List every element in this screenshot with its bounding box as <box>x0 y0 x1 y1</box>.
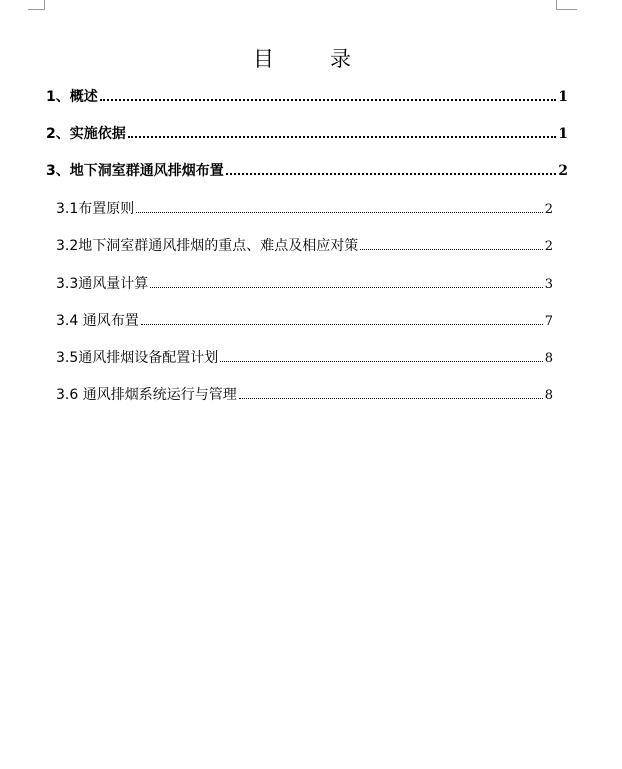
title-char-2: 录 <box>330 47 351 71</box>
dot-leader <box>141 323 543 325</box>
toc-entry-label: 3.1布置原则 <box>56 201 135 217</box>
toc-entry-3-2[interactable] <box>56 235 553 255</box>
toc-entry-page: 2 <box>558 163 568 179</box>
toc-entry-page: 3 <box>544 277 553 292</box>
toc-entry-page: 8 <box>544 388 553 403</box>
dot-leader <box>239 397 543 399</box>
dot-leader <box>136 211 542 213</box>
toc-entry-3[interactable] <box>46 160 568 180</box>
toc-entry-label: 3、地下洞室群通风排烟布置 <box>46 163 224 179</box>
toc-entry-label: 3.5通风排烟设备配置计划 <box>56 350 219 366</box>
toc-entry-3-1[interactable] <box>56 198 553 218</box>
toc-entry-3-5[interactable] <box>56 347 553 367</box>
dot-leader <box>226 172 557 175</box>
dot-leader <box>360 248 542 250</box>
crop-mark-top-left <box>28 0 45 10</box>
toc-entry-label: 1、概述 <box>46 89 98 105</box>
toc-entry-label: 2、实施依据 <box>46 126 126 142</box>
toc-entry-page: 8 <box>544 351 553 366</box>
title-char-1: 目 <box>253 47 274 71</box>
toc-entry-page: 2 <box>544 202 553 217</box>
toc-entry-label: 3.3通风量计算 <box>56 276 149 292</box>
toc-entry-page: 7 <box>544 314 553 329</box>
toc-entry-page: 2 <box>544 239 553 254</box>
dot-leader <box>100 98 557 101</box>
dot-leader <box>220 360 542 362</box>
toc-entry-label: 3.4 通风布置 <box>56 313 139 329</box>
toc-entry-3-4[interactable] <box>56 310 553 330</box>
toc-entry-3-6[interactable] <box>56 384 553 404</box>
toc-entry-2[interactable] <box>46 123 568 143</box>
dot-leader <box>128 135 557 138</box>
crop-mark-top-right <box>556 0 577 10</box>
page-title <box>0 43 604 73</box>
toc-entry-1[interactable] <box>46 86 568 106</box>
toc-entry-3-3[interactable] <box>56 273 553 293</box>
toc-entry-page: 1 <box>558 89 568 105</box>
toc-entry-page: 1 <box>558 126 568 142</box>
toc-entry-label: 3.2地下洞室群通风排烟的重点、难点及相应对策 <box>56 238 359 254</box>
toc-entry-label: 3.6 通风排烟系统运行与管理 <box>56 387 237 403</box>
dot-leader <box>150 286 542 288</box>
